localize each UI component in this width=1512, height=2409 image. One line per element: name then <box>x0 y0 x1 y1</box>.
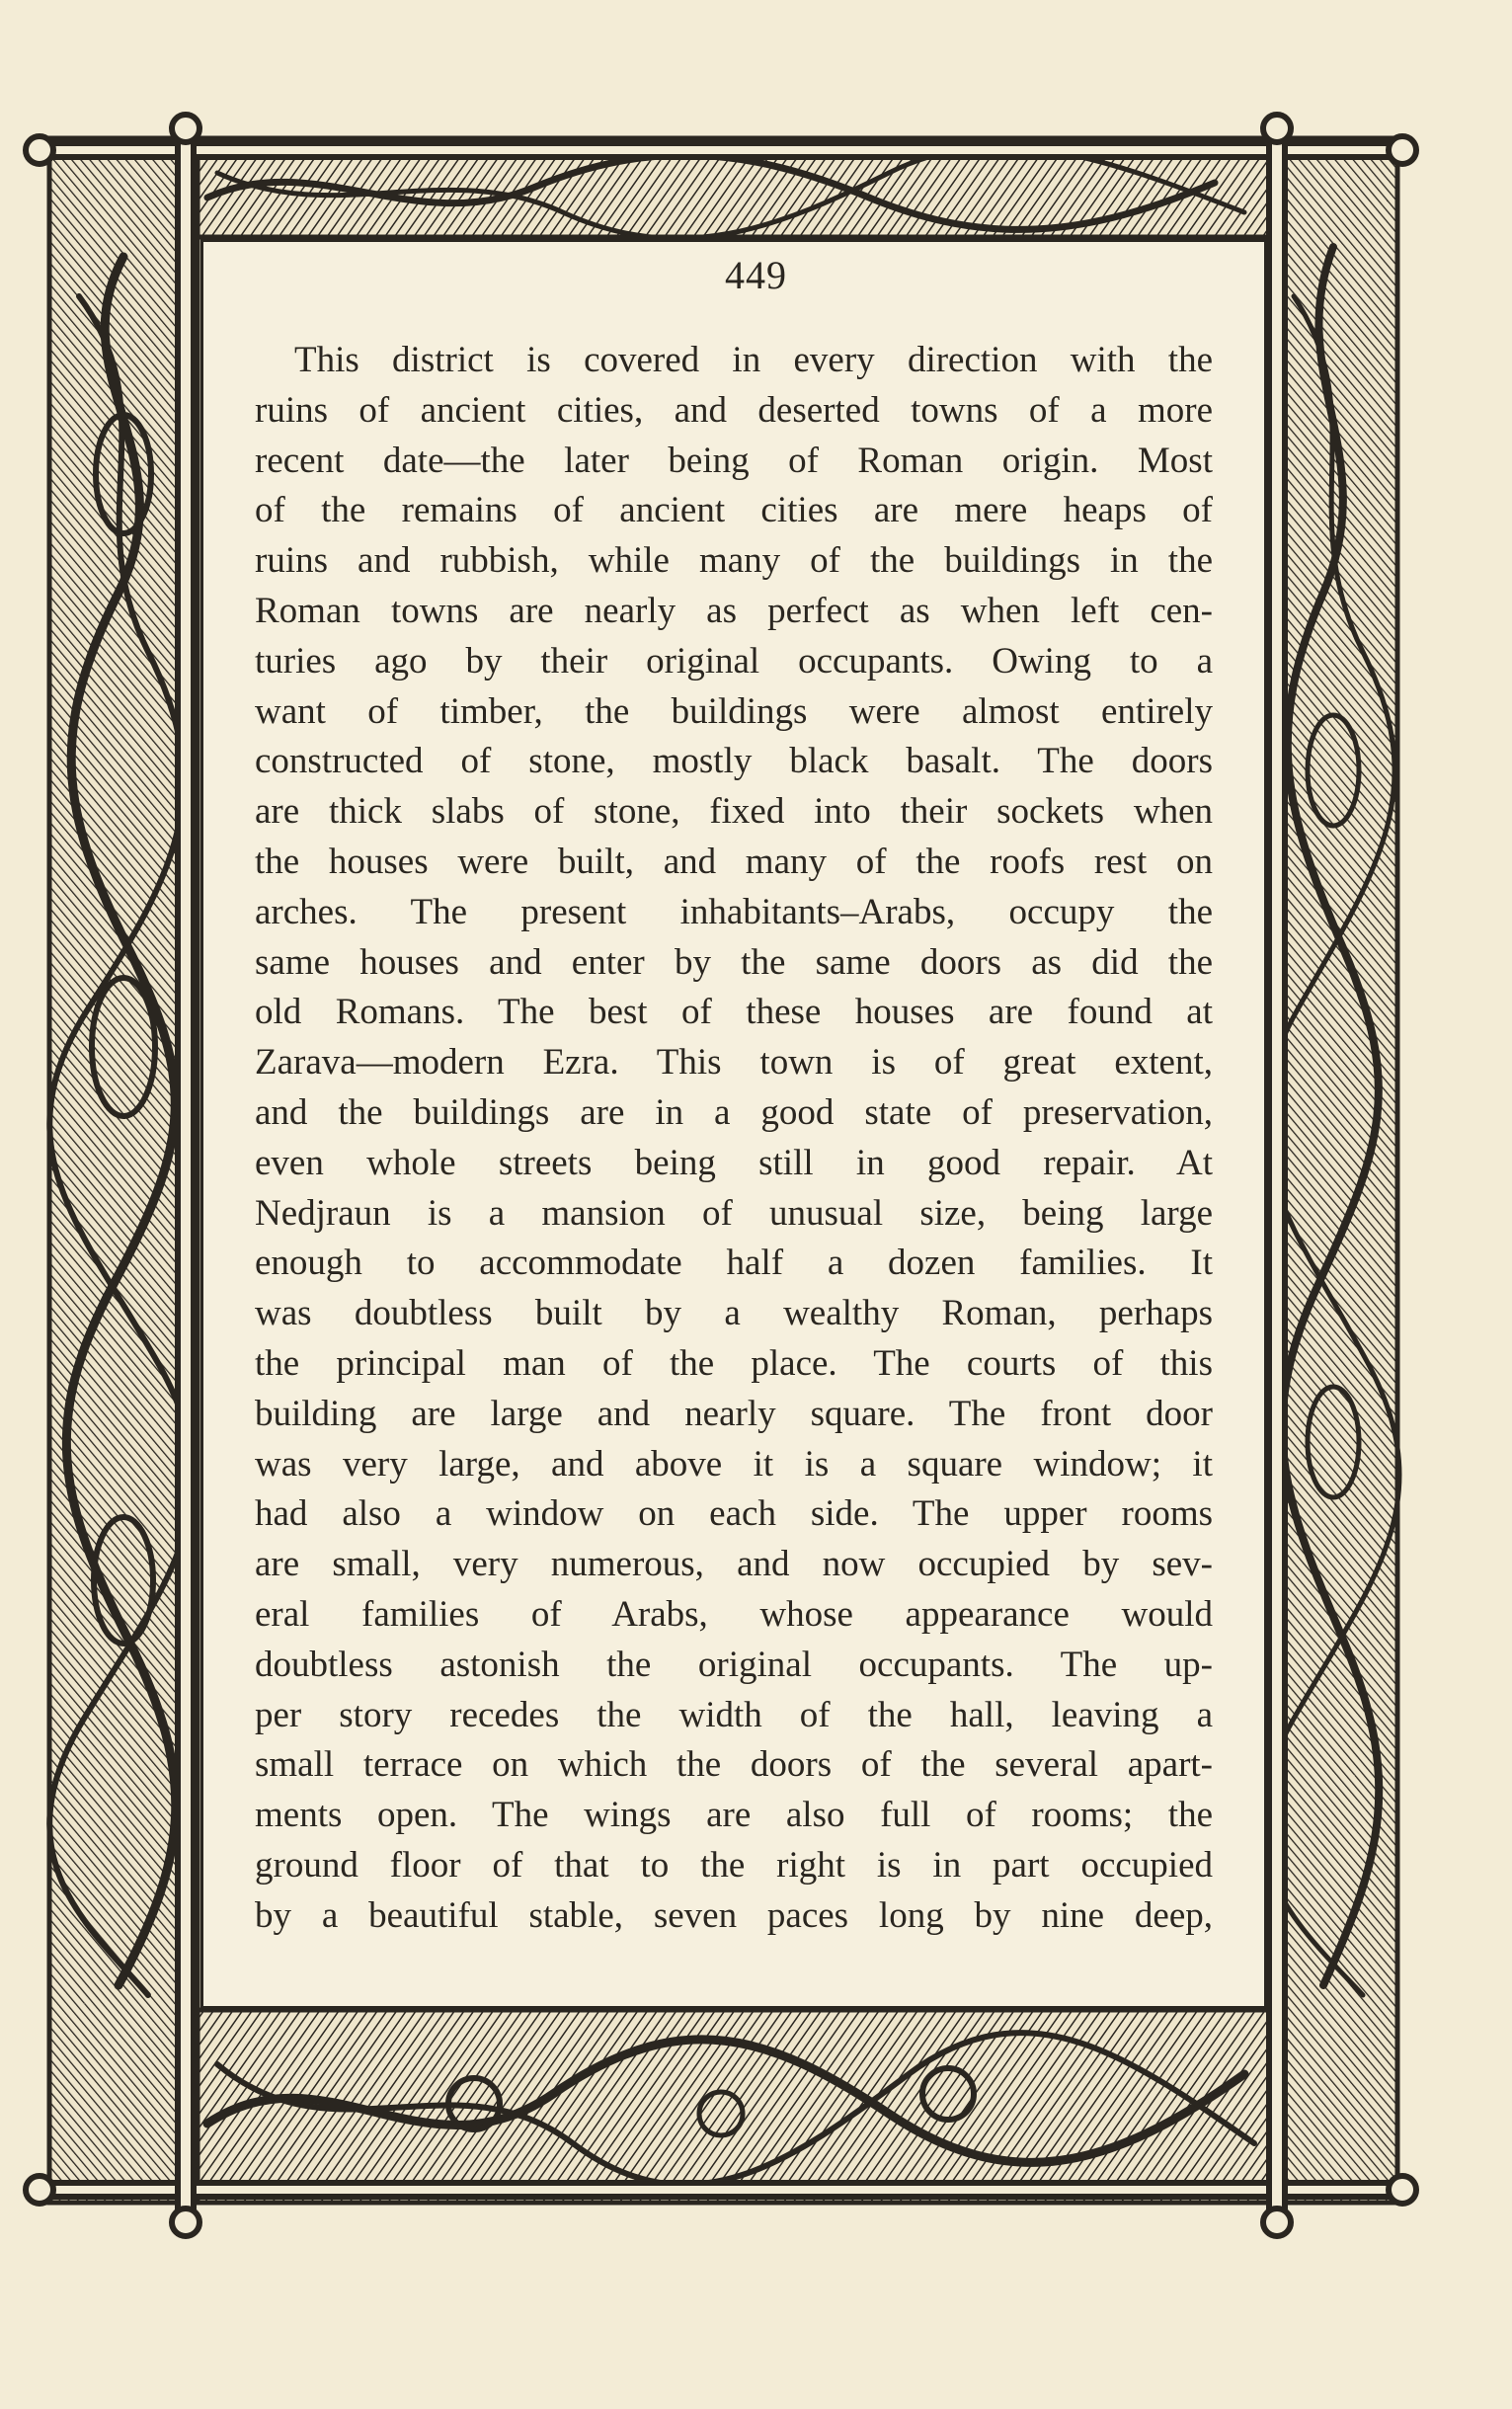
text-line: building are large and nearly square. The front door <box>255 1393 1213 1434</box>
text-line: same houses and enter by the same doors as did the <box>255 941 1213 983</box>
text-line: and the buildings are in a good state of preservation, <box>255 1091 1213 1133</box>
text-line: even whole streets being still in good repair. At <box>255 1142 1213 1183</box>
text-line: old Romans. The best of these houses are found at <box>255 992 1213 1033</box>
text-line: arches. The present inhabitants–Arabs, occupy the <box>255 891 1213 932</box>
text-line: ground floor of that to the right is in part occupied <box>255 1844 1213 1886</box>
text-line: per story recedes the width of the hall, leaving a <box>255 1694 1213 1735</box>
text-line: want of timber, the buildings were almost entirely <box>255 690 1213 732</box>
text-line: of the remains of ancient cities are mere heaps of <box>255 490 1213 531</box>
text-line: constructed of stone, mostly black basalt. The doors <box>255 741 1213 782</box>
body-text <box>255 336 1213 1942</box>
text-line: Nedjraun is a mansion of unusual size, being large <box>255 1192 1213 1234</box>
text-line: are small, very numerous, and now occupied by sev- <box>255 1544 1213 1585</box>
text-line: was doubtless built by a wealthy Roman, perhaps <box>255 1293 1213 1334</box>
text-line: ruins of ancient cities, and deserted towns of a more <box>255 389 1213 431</box>
text-line: are thick slabs of stone, fixed into their sockets when <box>255 791 1213 833</box>
text-line: was very large, and above it is a square window; it <box>255 1443 1213 1485</box>
text-line: recent date—the later being of Roman origin. Most <box>255 440 1213 481</box>
text-line: ments open. The wings are also full of rooms; the <box>255 1795 1213 1836</box>
text-line: ruins and rubbish, while many of the buildings in the <box>255 540 1213 582</box>
text-line: turies ago by their original occupants. Owing to a <box>255 640 1213 682</box>
text-line: enough to accommodate half a dozen families. It <box>255 1243 1213 1284</box>
text-line: eral families of Arabs, whose appearance would <box>255 1593 1213 1635</box>
text-line: the houses were built, and many of the roofs rest on <box>255 841 1213 882</box>
text-line: doubtless astonish the original occupants. The up- <box>255 1644 1213 1685</box>
page-number: 449 <box>725 253 787 297</box>
text-line: Roman towns are nearly as perfect as when left cen- <box>255 590 1213 631</box>
text-line: the principal man of the place. The courts of this <box>255 1342 1213 1384</box>
text-line: small terrace on which the doors of the several apart- <box>255 1744 1213 1786</box>
text-line: by a beautiful stable, seven paces long by nine deep, <box>255 1894 1213 1936</box>
text-line: This district is covered in every direction with the <box>294 340 1213 380</box>
text-line: Zarava—modern Ezra. This town is of great extent, <box>255 1042 1213 1084</box>
text-line: had also a window on each side. The upper rooms <box>255 1493 1213 1535</box>
